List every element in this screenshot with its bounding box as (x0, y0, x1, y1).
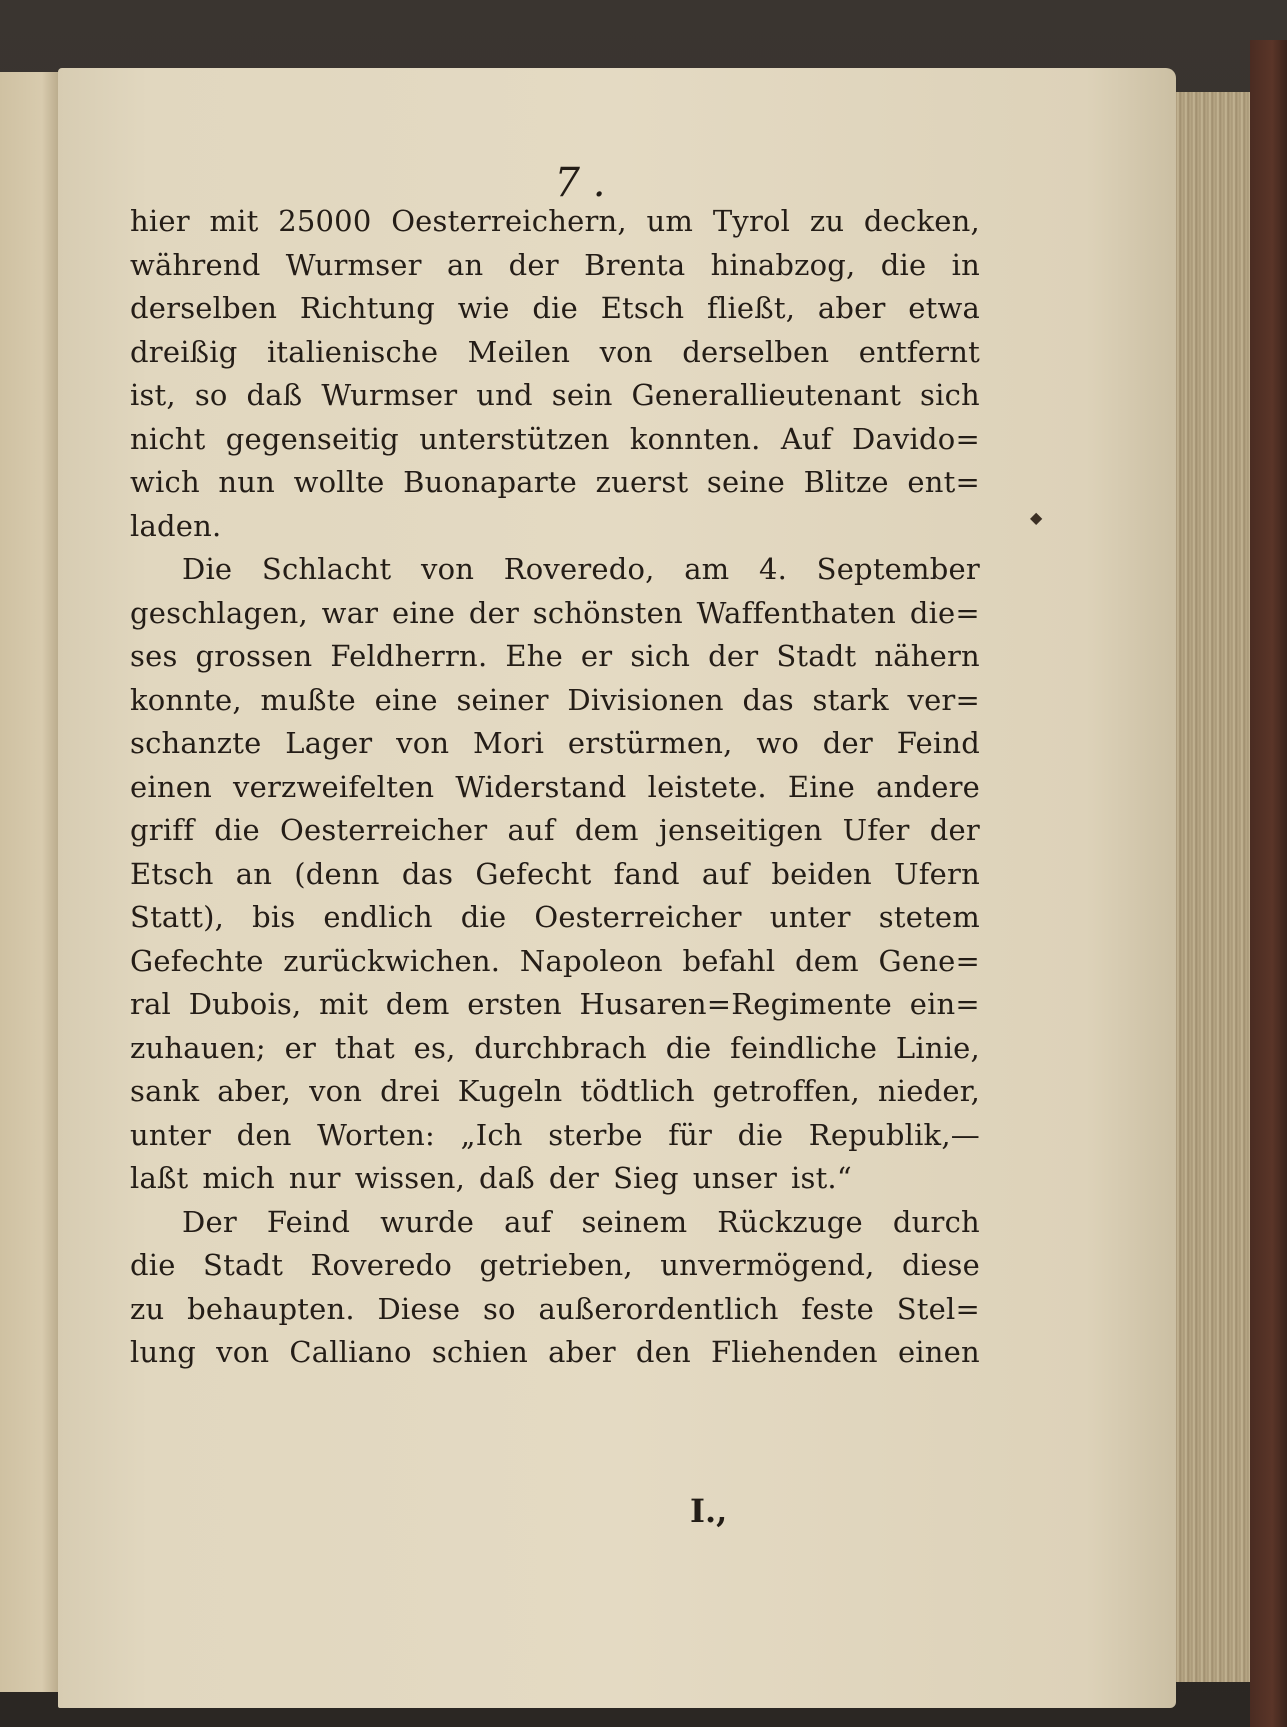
word: Roveredo, (503, 552, 655, 586)
text-line (130, 853, 980, 897)
word: die (880, 247, 927, 282)
word: Ufer (842, 813, 910, 847)
word: am (684, 552, 730, 586)
word: dem (385, 987, 450, 1021)
word: grossen (195, 639, 313, 673)
word: decken, (863, 204, 980, 238)
word: der (929, 813, 980, 847)
word: aber (817, 291, 886, 325)
word: Eine (787, 769, 856, 804)
word: ein= (909, 987, 980, 1021)
word: unvermögend, (660, 1248, 875, 1282)
word: den (635, 1335, 691, 1369)
word: mit (319, 987, 369, 1021)
word: dreißig (130, 334, 238, 369)
word: 4. (758, 552, 788, 586)
word: hinabzog, (710, 247, 856, 282)
word: feste (801, 1291, 874, 1326)
word: Oesterreichern, (391, 204, 627, 238)
word: Stel= (896, 1291, 980, 1326)
word: der (508, 247, 559, 282)
book-cover-edge (1250, 40, 1287, 1727)
text-line (130, 244, 980, 288)
word: Ufern (894, 856, 980, 891)
word: schönsten (532, 595, 683, 630)
word: mit (209, 204, 259, 238)
word: italienische (266, 334, 439, 369)
word: Brenta (584, 247, 686, 282)
word: schanzte (130, 726, 262, 760)
word: auf (507, 813, 555, 847)
word: griff (130, 813, 195, 847)
text-line (130, 635, 980, 679)
word: Meilen (467, 334, 571, 369)
word: während (130, 247, 261, 282)
word: Tyrol (712, 204, 791, 238)
text-line (130, 1201, 980, 1245)
word: bis (252, 900, 296, 934)
word: Stadt (776, 639, 857, 673)
text-line (130, 505, 980, 549)
text-line (130, 1070, 980, 1114)
word: die (737, 1117, 784, 1152)
text-line (130, 1244, 980, 1288)
word: das (401, 856, 454, 891)
word: nieder, (877, 1074, 980, 1108)
text-line (130, 461, 980, 505)
word: Linie, (895, 1030, 980, 1065)
word: Husaren=Regimente (579, 987, 893, 1021)
word: wie (457, 291, 510, 325)
word: wollte (293, 465, 385, 499)
word: derselben (682, 334, 830, 369)
word: von (599, 334, 653, 369)
word: die (460, 900, 507, 934)
word: und (476, 378, 533, 412)
word: tödtlich (580, 1074, 695, 1108)
word: er (580, 639, 613, 673)
word: Auf (780, 421, 832, 456)
word: von (420, 552, 475, 586)
word: Feind (896, 726, 980, 760)
word: Oesterreicher (534, 900, 742, 934)
word: wo (756, 726, 800, 760)
word: der (822, 726, 873, 760)
word: Schlacht (261, 552, 392, 586)
word: fand (613, 856, 680, 891)
word: ist.“ (791, 1161, 852, 1195)
word: Feldherrn. (330, 639, 488, 673)
word: an (235, 856, 273, 891)
word: unterstützen (419, 421, 610, 456)
word: nur (288, 1161, 341, 1195)
word: Wurmser (321, 378, 458, 412)
word: ent= (907, 465, 980, 499)
word: getroffen, (712, 1074, 860, 1108)
word: dem (795, 943, 859, 978)
word: leistete. (647, 769, 767, 804)
text-line (130, 287, 980, 331)
word: diese (901, 1248, 980, 1282)
word: konnte, (130, 682, 242, 717)
word: lung (130, 1335, 196, 1369)
word: andere (876, 769, 980, 804)
word: seinem (581, 1204, 688, 1239)
text-line (130, 722, 980, 766)
word: die (130, 1248, 176, 1282)
word: auf (701, 856, 750, 891)
text-line (130, 1027, 980, 1071)
word: entfernt (858, 334, 980, 369)
word: mußte (260, 682, 356, 717)
word: Napoleon (519, 943, 663, 978)
word: Gefechte (130, 943, 264, 978)
word: „Ich (460, 1117, 523, 1152)
word: Divisionen (567, 682, 724, 717)
word: nun (218, 465, 276, 499)
word: Stadt (203, 1248, 284, 1282)
text-line (130, 766, 980, 810)
word: ver= (907, 682, 980, 717)
word: wissen, (354, 1161, 466, 1195)
word: seine (706, 465, 786, 499)
word: durch (892, 1204, 980, 1239)
word: so (194, 378, 228, 412)
word: Republik,— (808, 1117, 980, 1152)
word: Calliano (289, 1335, 412, 1369)
facing-page-edge (0, 72, 62, 1692)
word: gegenseitig (225, 421, 399, 456)
word: derselben (130, 291, 278, 325)
word: Generallieutenant (631, 378, 902, 412)
word: hier (130, 204, 190, 238)
word: fließt, (707, 291, 796, 325)
text-line (130, 1331, 980, 1375)
word: daß (479, 1161, 535, 1195)
page-number: 7 . (554, 160, 606, 206)
word: geschlagen, (130, 595, 308, 630)
word: der (708, 639, 759, 673)
word: sein (551, 378, 613, 412)
word: sich (630, 639, 691, 673)
text-line (130, 548, 980, 592)
word: an (447, 247, 484, 282)
word: sank (130, 1074, 200, 1108)
text-line (130, 679, 980, 723)
word: endlich (323, 900, 433, 934)
word: eine (374, 682, 438, 717)
text-line (130, 418, 980, 462)
word: durchbrach (474, 1030, 647, 1065)
word: that (334, 1030, 395, 1065)
word: Etsch (130, 856, 214, 891)
word: stark (812, 682, 889, 717)
word: unter (769, 900, 851, 934)
word: Dubois, (188, 987, 302, 1021)
word: um (646, 204, 694, 238)
word: nähern (874, 639, 980, 673)
word: Worten: (317, 1117, 435, 1152)
word: Buonaparte (403, 465, 578, 499)
word: drei (380, 1074, 440, 1108)
word: der (548, 1161, 600, 1195)
word: Der (182, 1204, 237, 1239)
word: laßt (130, 1161, 189, 1195)
word: die (214, 813, 260, 847)
word: zurückwichen. (283, 943, 501, 978)
word: er (284, 1030, 317, 1065)
text-line (130, 1288, 980, 1332)
word: die (665, 1030, 712, 1065)
text-line (130, 1114, 980, 1158)
word: Feind (266, 1204, 351, 1239)
word: unser (692, 1161, 778, 1195)
word: außerordentlich (538, 1291, 779, 1326)
word: sich (920, 378, 980, 412)
signature-mark: I., (690, 1492, 728, 1530)
word: von (216, 1335, 270, 1369)
word: wich (130, 465, 200, 499)
word: Gefecht (475, 856, 592, 891)
word: ersten (467, 987, 562, 1021)
text-line (130, 940, 980, 984)
word: dem (574, 813, 639, 847)
word: beiden (771, 856, 872, 891)
word: zuhauen; (130, 1030, 266, 1065)
text-line (130, 896, 980, 940)
word: Rückzuge (717, 1204, 863, 1239)
text-line (130, 1157, 980, 1201)
word: einen (897, 1335, 980, 1369)
word: feindliche (730, 1030, 878, 1065)
word: die (532, 291, 578, 325)
word: zu (809, 204, 845, 238)
word: verzweifelten (233, 769, 435, 804)
word: daß (246, 378, 303, 412)
word: von (309, 1074, 363, 1108)
word: konnten. (629, 421, 761, 456)
word: laden. (130, 508, 222, 543)
word: einen (130, 769, 212, 804)
text-line (130, 809, 980, 853)
word: getrieben, (479, 1248, 633, 1282)
word: Gene= (878, 943, 980, 978)
word: unter (130, 1117, 212, 1152)
word: zuerst (595, 465, 689, 499)
word: so (482, 1291, 516, 1326)
word: auf (504, 1204, 552, 1239)
word: das (742, 682, 794, 717)
word: September (816, 552, 980, 586)
word: ral (130, 987, 172, 1021)
word: Blitze (803, 465, 889, 499)
word: Kugeln (457, 1074, 563, 1108)
word: Oesterreicher (280, 813, 488, 847)
word: Fliehenden (711, 1335, 878, 1369)
word: stetem (878, 900, 980, 934)
word: es, (413, 1030, 456, 1065)
word: Ehe (505, 639, 563, 673)
body-text (130, 200, 980, 1375)
word: Waffenthaten (696, 595, 897, 630)
word: Statt), (130, 900, 225, 934)
word: etwa (908, 291, 980, 325)
word: jenseitigen (658, 813, 823, 847)
word: die= (909, 595, 980, 630)
word: Die (182, 552, 233, 586)
word: den (236, 1117, 292, 1152)
word: sterbe (548, 1117, 643, 1152)
word: Lager (285, 726, 373, 760)
text-line (130, 200, 980, 244)
word: von (396, 726, 450, 760)
word: Wurmser (285, 247, 422, 282)
word: Sieg (613, 1161, 679, 1195)
word: 25000 (278, 204, 372, 238)
word: Mori (473, 726, 545, 760)
ink-speck: ◆ (1030, 508, 1043, 527)
word: war (321, 595, 379, 630)
word: (denn (294, 856, 380, 891)
word: zu (130, 1291, 165, 1326)
word: wurde (380, 1204, 475, 1239)
word: Davido= (852, 421, 980, 456)
word: aber (548, 1335, 616, 1369)
word: Roveredo (310, 1248, 453, 1282)
text-line (130, 374, 980, 418)
word: für (668, 1117, 713, 1152)
word: befahl (682, 943, 776, 978)
word: ses (130, 639, 178, 673)
word: Widerstand (455, 769, 627, 804)
word: Etsch (600, 291, 685, 325)
word: ist, (130, 378, 176, 412)
word: eine (392, 595, 456, 630)
word: Diese (377, 1291, 461, 1326)
word: aber, (217, 1074, 292, 1108)
word: der (468, 595, 520, 630)
text-line (130, 983, 980, 1027)
word: schien (431, 1335, 528, 1369)
word: seiner (456, 682, 549, 717)
text-line (130, 592, 980, 636)
word: in (951, 247, 980, 282)
word: mich (202, 1161, 275, 1195)
word: nicht (130, 421, 206, 456)
word: erstürmen, (567, 726, 733, 760)
word: Richtung (299, 291, 436, 325)
text-line (130, 331, 980, 375)
word: behaupten. (187, 1291, 355, 1326)
